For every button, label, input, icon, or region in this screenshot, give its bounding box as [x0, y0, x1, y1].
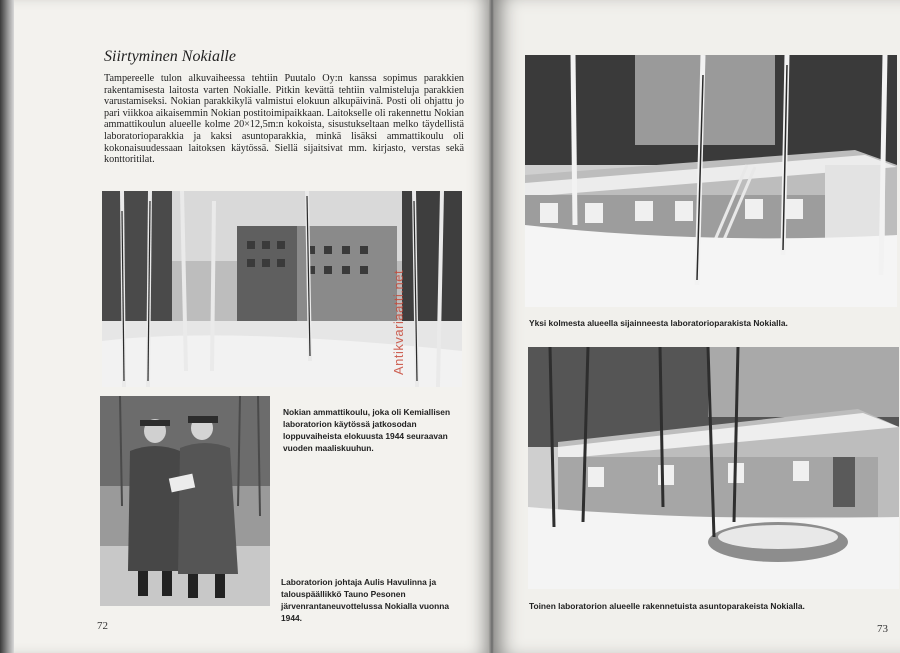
- caption-vocational-school: Nokian ammattikoulu, joka oli Kemiallisen laboratorion käytössä jatkosodan loppuvaiheista elokuusta 1944 seuraavan vuoden maaliskuuhun.: [283, 407, 451, 453]
- photo-lab-barrack: [525, 55, 897, 307]
- photo-two-men: [100, 396, 270, 606]
- photo-housing-barrack: [528, 347, 899, 589]
- section-title: Siirtyminen Nokialle: [104, 48, 236, 65]
- intro-paragraph: Tampereelle tulon alkuvaiheessa tehtiin Puutalo Oy:n kanssa sopimus parakkien rakentamisesta laitosta varten Nokialle. Pitkin kevättä tehtiin valmisteluja parakkien varustamiseksi. Nokian parakkikylä valmistui elokuun alkupäivinä. Posti oli ohjattu jo pari viikkoa aikaisemmin Nokian postitoimipaikkaan. Laitokselle oli rakennettu Nokian ammattikoulun alueelle kolme 20×12,5m:n kokoista, sisustukseltaan melko täydellistä laboratorioparakkia ja kaksi asuntoparakkia, minkä lisäksi ammattikoulu oli kokonaisuudessaan laitoksen käytössä. Siellä sijaitsivat mm. kirjasto, verstas sekä konttoritilat.: [104, 73, 464, 166]
- watermark-text: Antikvariaatti.net: [391, 269, 406, 375]
- caption-lab-barrack: Yksi kolmesta alueella sijainneesta laboratorioparakista Nokialla.: [529, 318, 788, 328]
- page-number-left: 72: [97, 620, 108, 632]
- page-number-right: 73: [877, 623, 888, 635]
- caption-housing-barrack: Toinen laboratorion alueelle rakennetuista asuntoparakeista Nokialla.: [529, 601, 805, 611]
- caption-two-men: Laboratorion johtaja Aulis Havulinna ja talouspäällikkö Tauno Pesonen järvenrantaneuvottelussa Nokialla vuonna 1944.: [281, 577, 450, 623]
- book-edge: [0, 0, 14, 653]
